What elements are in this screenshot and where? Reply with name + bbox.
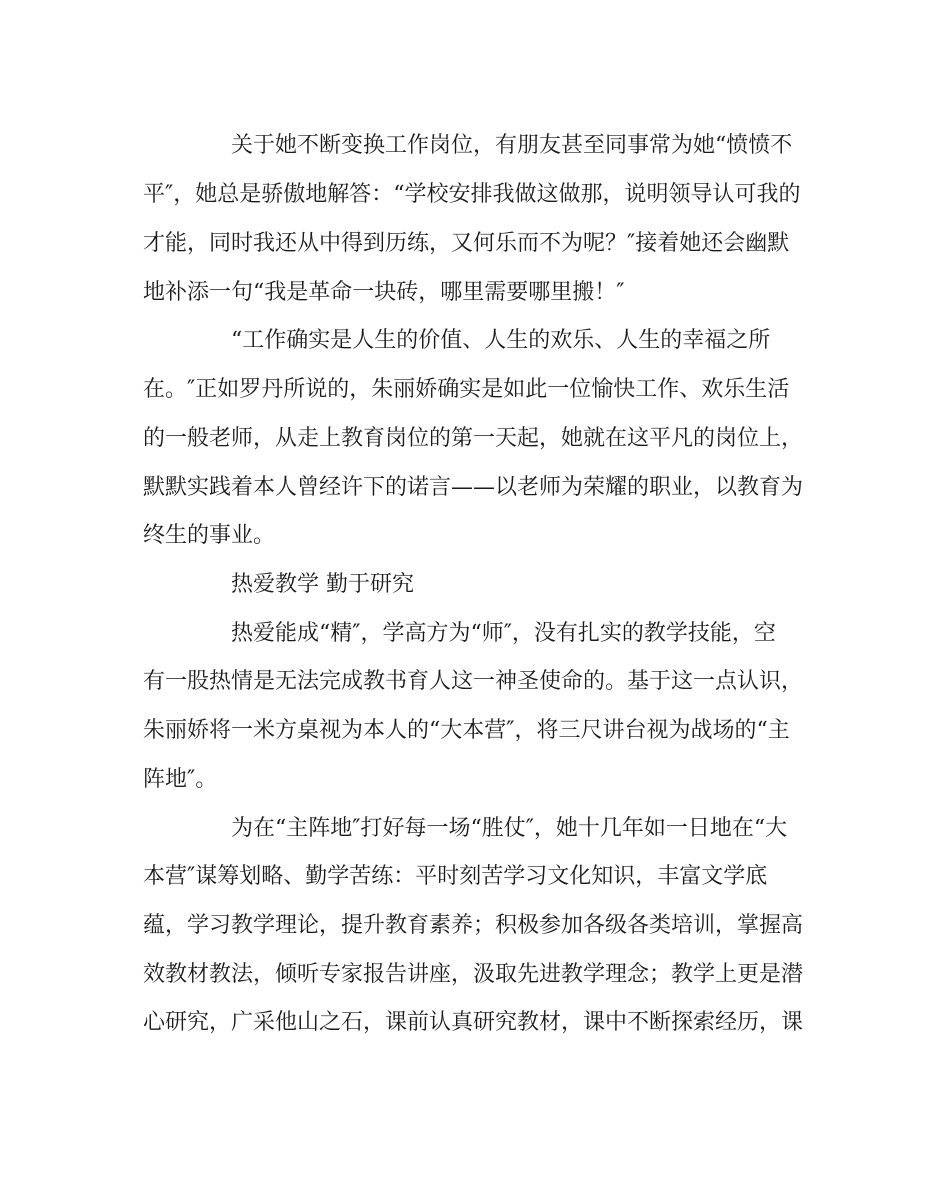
text-line: “工作确实是人生的价值、人生的欢乐、人生的幸福之所 xyxy=(231,328,771,353)
text-line: 热爱能成“精″，学高方为“师″，没有扎实的教学技能，空 xyxy=(231,621,776,646)
text-line: 蕴，学习教学理论，提升教育素养；积极参加各级各类培训，掌握高 xyxy=(143,913,804,938)
text-line: 效教材教法，倾听专家报告讲座，汲取先进教学理念；教学上更是潜 xyxy=(143,962,804,987)
section-heading: 热爱教学 勤于研究 xyxy=(231,572,414,597)
text-line: 终生的事业。 xyxy=(143,523,276,548)
text-line: 平″，她总是骄傲地解答：“学校安排我做这做那，说明领导认可我的 xyxy=(143,182,801,207)
text-line: 为在“主阵地″打好每一场“胜仗″，她十几年如一日地在“大 xyxy=(231,816,788,841)
text-line: 才能，同时我还从中得到历练，又何乐而不为呢？″接着她还会幽默 xyxy=(143,231,790,256)
text-line: 地补添一句“我是革命一块砖，哪里需要哪里搬！″ xyxy=(143,280,625,305)
text-line: 阵地″。 xyxy=(143,767,218,792)
text-line: 心研究，广采他山之石，课前认真研究教材，课中不断探索经历，课 xyxy=(143,1010,804,1035)
text-line: 有一股热情是无法完成教书育人这一神圣使命的。基于这一点认识， xyxy=(143,669,804,694)
text-line: 的一般老师，从走上教育岗位的第一天起，她就在这平凡的岗位上， xyxy=(143,426,804,451)
text-line: 本营″谋筹划略、勤学苦练：平时刻苦学习文化知识，丰富文学底 xyxy=(143,864,768,889)
text-line: 朱丽娇将一米方桌视为本人的“大本营″，将三尺讲台视为战场的“主 xyxy=(143,718,790,743)
text-line: 默默实践着本人曾经许下的诺言——以老师为荣耀的职业，以教育为 xyxy=(143,475,804,500)
text-line: 关于她不断变换工作岗位，有朋友甚至同事常为她“愤愤不 xyxy=(231,133,793,158)
text-line: 在。″正如罗丹所说的，朱丽娇确实是如此一位愉快工作、欢乐生活 xyxy=(143,377,790,402)
